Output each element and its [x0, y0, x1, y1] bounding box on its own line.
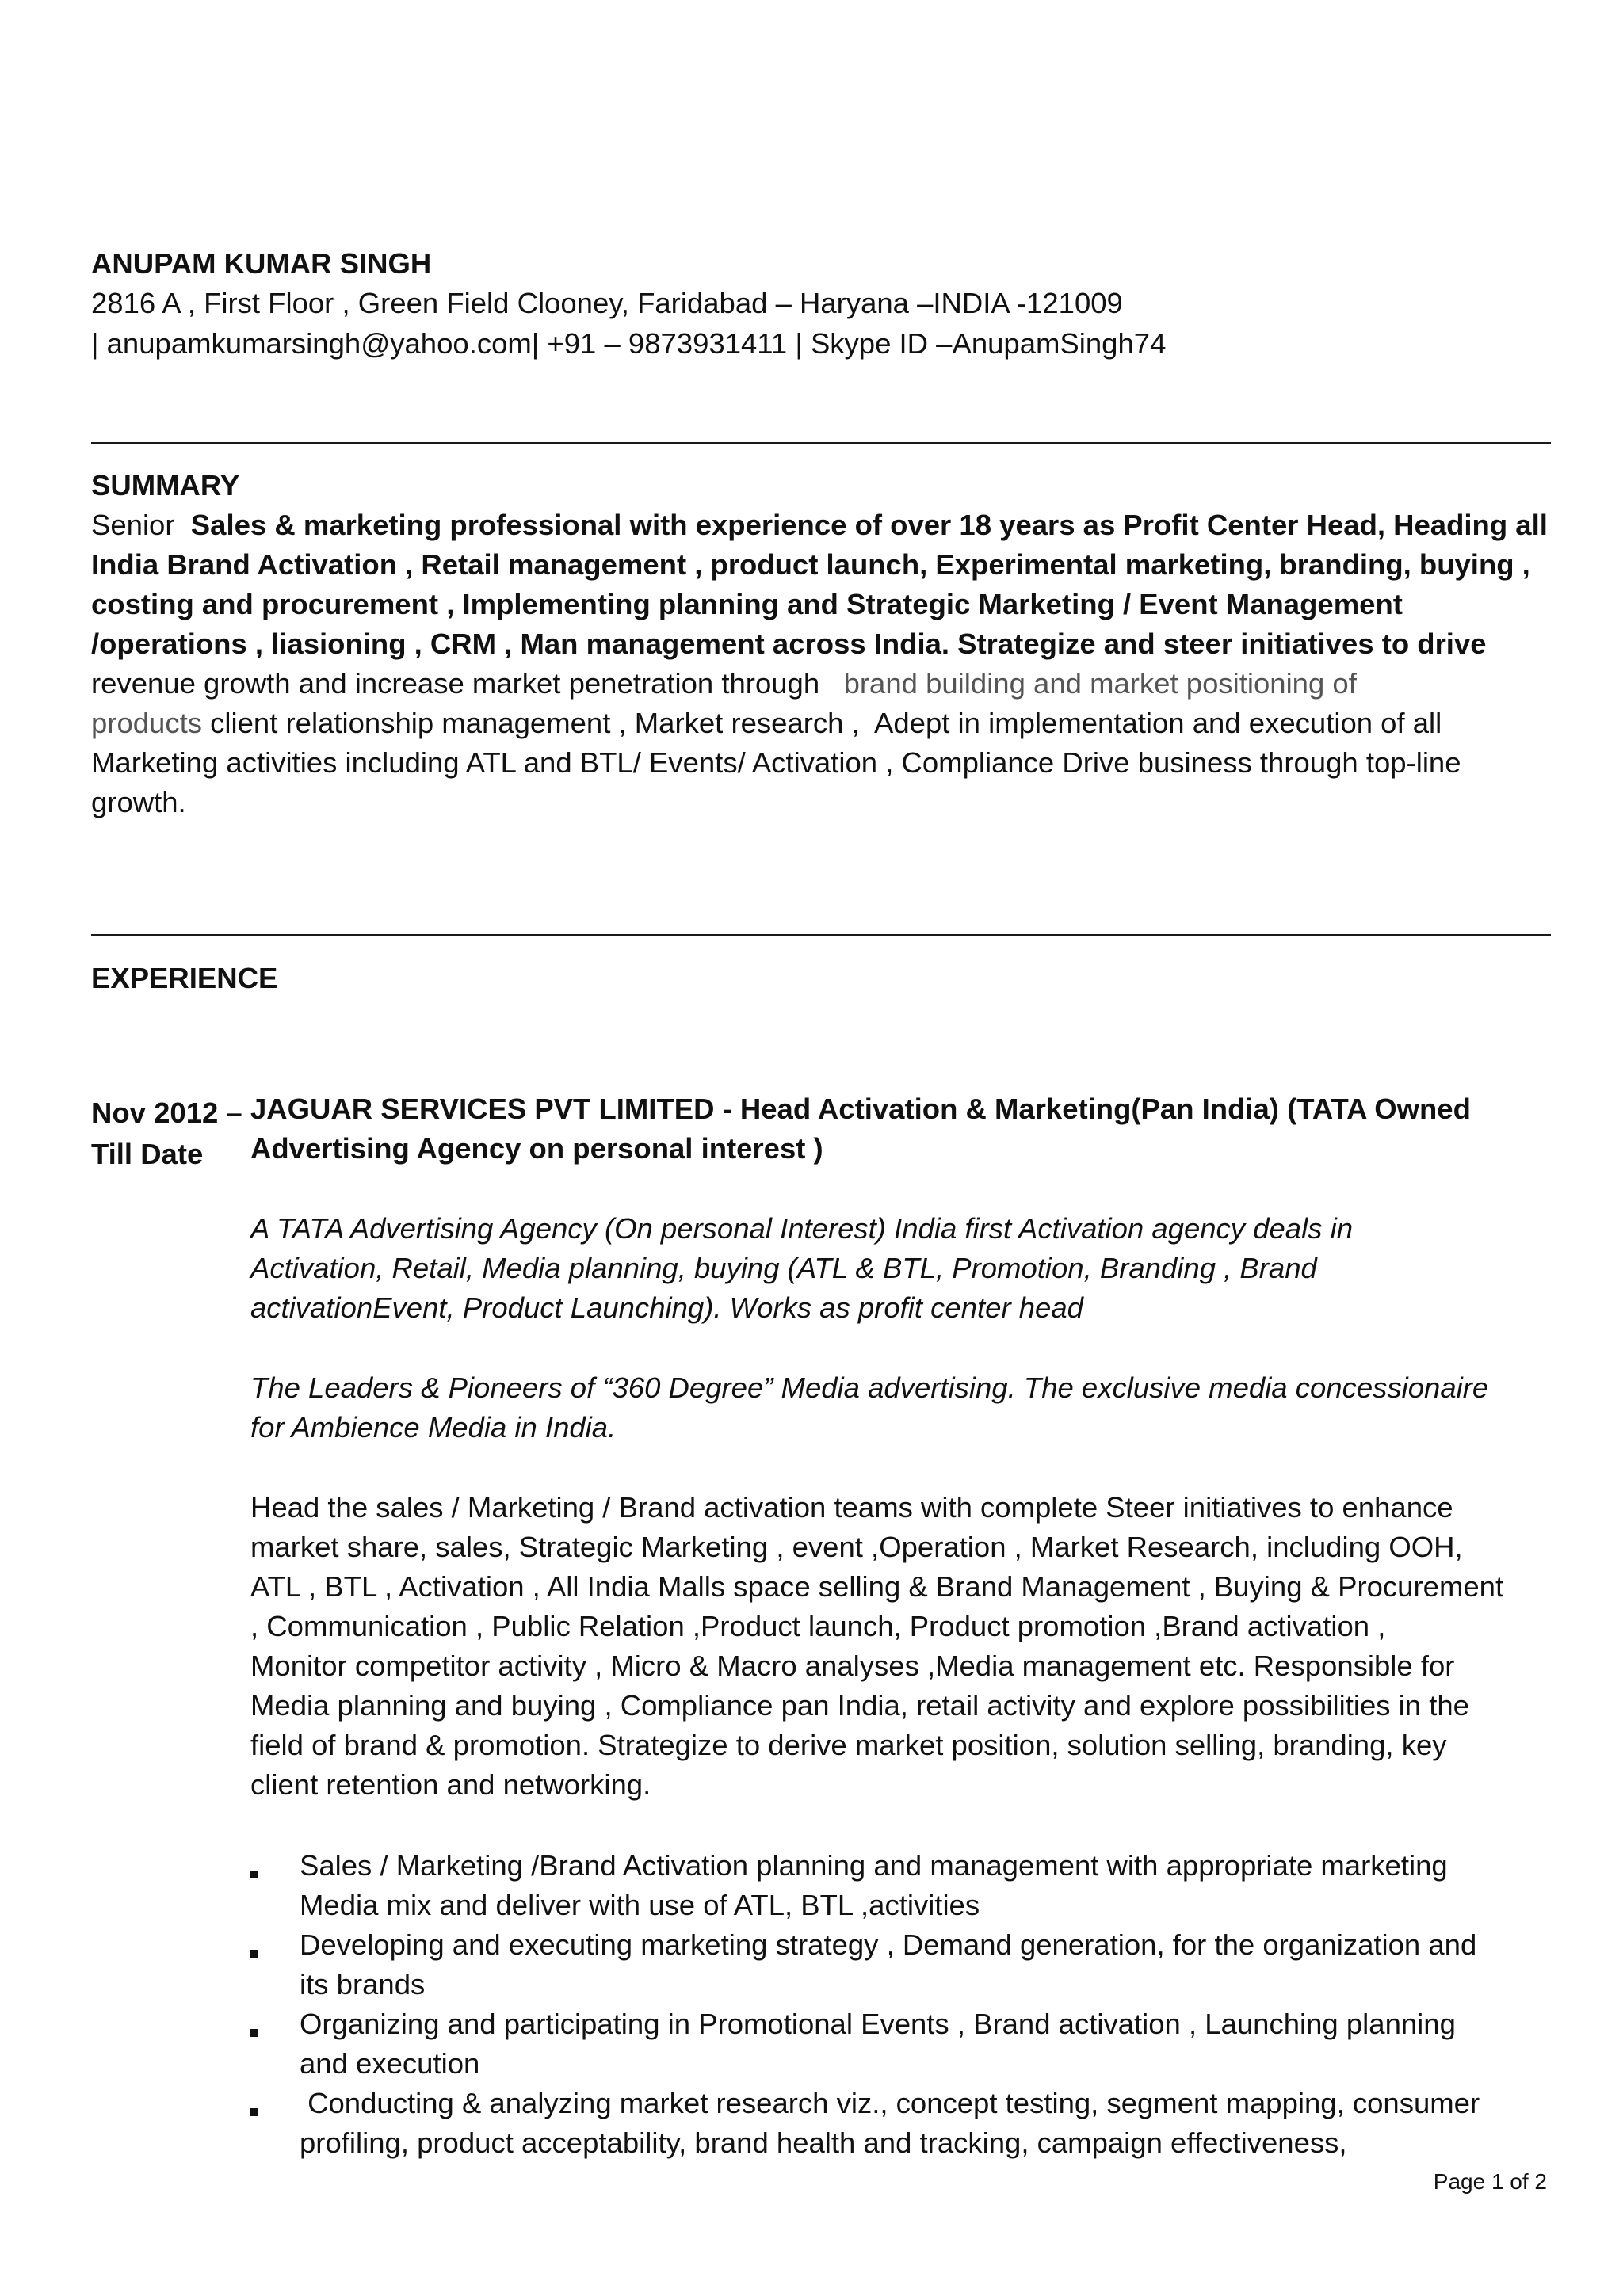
- summary-line: costing and procurement , Implementing planning and Strategic Marketing / Event Management: [91, 588, 1403, 620]
- bullet-item: Media mix and deliver with use of ATL, BTL ,activities: [300, 1889, 980, 1921]
- summary-gray-text: products: [91, 707, 202, 739]
- page-number: Page 1 of 2: [1433, 2169, 1547, 2194]
- bullet-item: Organizing and participating in Promotional Events , Brand activation , Launching planning: [300, 2008, 1456, 2040]
- summary-text: revenue growth and increase market penetration through: [91, 667, 844, 700]
- summary-text: client relationship management , Market research , Adept in implementation and execution of all: [202, 707, 1442, 739]
- candidate-address: 2816 A , First Floor , Green Field Clooney, Faridabad – Haryana –INDIA -121009: [91, 287, 1123, 319]
- summary-line: /operations , liasioning , CRM , Man management across India. Strategize and steer initiatives to drive: [91, 627, 1487, 660]
- section-divider: [91, 934, 1551, 936]
- job-date-end: Till Date: [91, 1138, 204, 1170]
- summary-heading: SUMMARY: [91, 469, 240, 502]
- bullet-marker: [250, 2029, 258, 2037]
- job-description: Head the sales / Marketing / Brand activation teams with complete Steer initiatives to enhance: [250, 1491, 1453, 1524]
- job-description: Monitor competitor activity , Micro & Macro analyses ,Media management etc. Responsible for: [250, 1650, 1455, 1682]
- summary-line: [91, 505, 1548, 545]
- bullet-item: its brands: [300, 1968, 426, 2000]
- bullet-marker: [250, 2108, 258, 2116]
- experience-heading: EXPERIENCE: [91, 962, 278, 994]
- candidate-contact: | anupamkumarsingh@yahoo.com| +91 – 9873931411 | Skype ID –AnupamSingh74: [91, 327, 1167, 360]
- bullet-item: Developing and executing marketing strategy , Demand generation, for the organization and: [300, 1928, 1477, 1961]
- bullet-item: Sales / Marketing /Brand Activation planning and management with appropriate marketing: [300, 1849, 1448, 1882]
- job-title: Advertising Agency on personal interest ): [250, 1132, 823, 1165]
- candidate-name: ANUPAM KUMAR SINGH: [91, 247, 432, 280]
- summary-bold-text: Sales & marketing professional with experience of over 18 years as Profit Center Head, Heading all: [190, 509, 1548, 541]
- summary-line: [91, 664, 1357, 704]
- section-divider: [91, 442, 1551, 444]
- job-description: , Communication , Public Relation ,Product launch, Product promotion ,Brand activation ,: [250, 1610, 1386, 1642]
- job-description-italic: A TATA Advertising Agency (On personal Interest) India first Activation agency deals in: [250, 1212, 1354, 1245]
- job-description: ATL , BTL , Activation , All India Malls space selling & Brand Management , Buying & Procurement: [250, 1570, 1504, 1603]
- bullet-item: profiling, product acceptability, brand health and tracking, campaign effectiveness,: [300, 2126, 1347, 2159]
- job-description-italic: activationEvent, Product Launching). Works as profit center head: [250, 1291, 1083, 1324]
- job-date-start: Nov 2012 –: [91, 1097, 242, 1129]
- summary-line: Marketing activities including ATL and BTL/ Events/ Activation , Compliance Drive business through top-line: [91, 746, 1461, 779]
- job-description: client retention and networking.: [250, 1768, 651, 1801]
- bullet-marker: [250, 1950, 258, 1958]
- job-description: field of brand & promotion. Strategize to derive market position, solution selling, branding, key: [250, 1729, 1447, 1761]
- job-description-italic: Activation, Retail, Media planning, buying (ATL & BTL, Promotion, Branding , Brand: [250, 1252, 1317, 1284]
- summary-prefix: Senior: [91, 509, 191, 541]
- bullet-item: Conducting & analyzing market research viz., concept testing, segment mapping, consumer: [300, 2087, 1480, 2119]
- summary-line: growth.: [91, 786, 186, 818]
- job-title: JAGUAR SERVICES PVT LIMITED - Head Activation & Marketing(Pan India) (TATA Owned: [250, 1093, 1471, 1125]
- job-description: Media planning and buying , Compliance pan India, retail activity and explore possibilities in the: [250, 1689, 1469, 1722]
- job-description: market share, sales, Strategic Marketing , event ,Operation , Market Research, including OOH,: [250, 1531, 1463, 1563]
- bullet-item: and execution: [300, 2047, 480, 2080]
- bullet-marker: [250, 1871, 258, 1878]
- summary-line: India Brand Activation , Retail management , product launch, Experimental marketing, branding, buying ,: [91, 548, 1530, 581]
- summary-gray-text: brand building and market positioning of: [843, 667, 1357, 700]
- summary-line: [91, 704, 1442, 743]
- job-description-italic: The Leaders & Pioneers of “360 Degree” Media advertising. The exclusive media concessionaire: [250, 1371, 1489, 1404]
- job-description-italic: for Ambience Media in India.: [250, 1411, 617, 1444]
